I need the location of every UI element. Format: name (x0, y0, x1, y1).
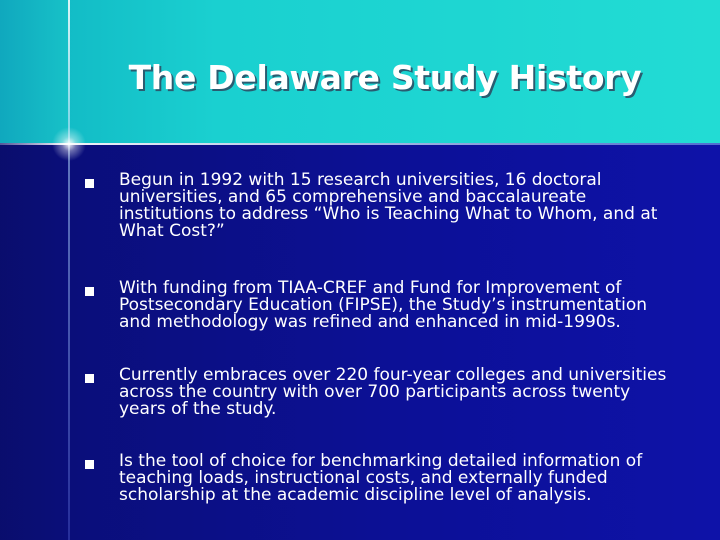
title-band-left-strip (0, 0, 70, 143)
bullet-text: Currently embraces over 220 four-year colleges and universities across the country with over 700 participants across twenty years of the study. (119, 365, 667, 419)
bullet-text: Begun in 1992 with 15 research universities, 16 doctoral universities, and 65 comprehensive and baccalaureate institutions to address “Who is Teaching What to Whom, and at What Cost?” (119, 170, 658, 241)
square-bullet-icon (85, 179, 94, 188)
slide-title: The Delaware Study History (128, 58, 642, 97)
square-bullet-icon (85, 374, 94, 383)
horizontal-divider-line (0, 143, 720, 145)
line-intersection-glow (49, 124, 89, 164)
square-bullet-icon (85, 287, 94, 296)
bullet-text: Is the tool of choice for benchmarking detailed information of teaching loads, instructional costs, and externally funded scholarship at the academic discipline level of analysis. (119, 451, 643, 505)
bullet-text: With funding from TIAA-CREF and Fund for Improvement of Postsecondary Education (FIPSE), the Study’s instrumentation and methodology was refined and enhanced in mid-1990s. (119, 278, 648, 332)
square-bullet-icon (85, 460, 94, 469)
